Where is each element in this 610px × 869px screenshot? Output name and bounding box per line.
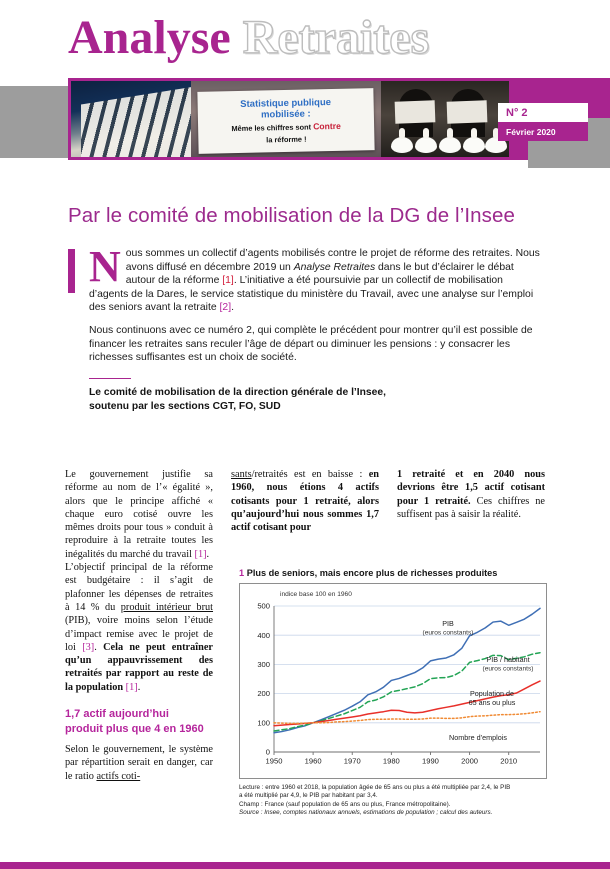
col2-paragraph <box>231 468 379 534</box>
line-chart <box>240 584 546 778</box>
svg-text:0: 0 <box>265 747 270 757</box>
svg-text:Nombre d’emplois: Nombre d’emplois <box>449 733 507 742</box>
banner-gray-left <box>0 86 70 158</box>
dancer <box>439 137 461 153</box>
intro-accent-bar <box>68 249 75 293</box>
svg-text:(euros constants): (euros constants) <box>422 629 474 637</box>
svg-text:PIB: PIB <box>442 619 454 628</box>
column-2 <box>231 468 379 534</box>
banner-text-line3a: Même les chiffres sont <box>231 122 314 134</box>
intro-p1-d: . <box>231 302 234 314</box>
subheading-line-2: produit plus que 4 en 1960 <box>65 722 204 735</box>
col3-plain: Ces chiffres ne suffisent pas à saisir la réalité. <box>397 495 545 520</box>
note-lecture-line2: a été multiplié par 4,9, le PIB par habitant par 3,4. <box>239 792 378 800</box>
figure-title <box>239 567 547 579</box>
publication-title <box>68 10 429 66</box>
col1-p2-a: L’objectif principal de la réforme est budgétaire : il s’agit de plafonner les dépenses de retraites à 14 % du <box>65 562 213 613</box>
svg-text:PIB / habitant: PIB / habitant <box>486 655 530 664</box>
intro-p1-c: . L’initiative a été poursuivie par un collectif de mobilisation d’agents de la Dares, le service statistique du ministère du Travail, avec une analyse sur l’emploi des seniors avant la retraite <box>89 275 534 314</box>
issue-box <box>498 103 588 141</box>
col1-p2-d: . <box>137 681 141 693</box>
svg-text:1970: 1970 <box>343 756 361 766</box>
svg-text:65 ans ou plus: 65 ans ou plus <box>468 698 516 707</box>
svg-text:2010: 2010 <box>500 756 518 766</box>
column-3 <box>397 468 545 521</box>
banner-text-line3 <box>231 122 341 133</box>
svg-text:1980: 1980 <box>382 756 400 766</box>
intro-p1-b: dans le but d’éclairer le débat autour de la réforme <box>125 261 514 287</box>
subheading-line-1: 1,7 actif aujourd’hui <box>65 708 169 721</box>
svg-text:1990: 1990 <box>422 756 439 766</box>
svg-text:1950: 1950 <box>265 756 283 766</box>
intro-p1-a: ous sommes un collectif d’agents mobilisés contre le projet de réforme des retraites. Nous avons diffusé en décembre 2019 un <box>125 248 540 273</box>
col2-underline: sants <box>231 469 252 480</box>
svg-text:500: 500 <box>257 601 270 611</box>
col3-paragraph <box>397 468 545 521</box>
banner-text-line3b: Contre <box>313 120 341 132</box>
note-source: Source : Insee, comptes nationaux annuels, estimations de population ; calcul des auteurs. <box>239 809 493 817</box>
dancer <box>463 137 485 153</box>
col1-p2-bold: Cela ne peut entraîner qu’un appauvrissement des retraités par rapport au reste de la population <box>65 641 213 693</box>
svg-text:300: 300 <box>257 660 270 669</box>
signature-line-1: Le comité de mobilisation de la direction générale de l’Insee, <box>89 387 386 399</box>
signature-line-2: soutenu par les sections CGT, FO, SUD <box>89 401 281 413</box>
citation-2[interactable]: [2] <box>219 302 232 314</box>
svg-text:400: 400 <box>257 630 270 640</box>
note-lecture-line1: Lecture : entre 1960 et 2018, la population âgée de 65 ans ou plus a été multipliée par 2,4, le PIB <box>239 784 511 791</box>
banner-text-line4: la réforme ! <box>266 134 307 145</box>
title-word-retraites: Retraites <box>242 11 430 64</box>
col1-paragraph-3 <box>65 743 213 783</box>
citation-1[interactable]: [1] <box>222 275 234 287</box>
note-champ: Champ : France (sauf population de 65 ans ou plus, France métropolitaine). <box>239 800 451 808</box>
photo-opera-dancers <box>381 81 509 157</box>
issue-date: Février 2020 <box>498 122 588 141</box>
svg-text:100: 100 <box>257 718 270 728</box>
photo-insee-building <box>71 81 191 157</box>
col1-p3-a: Selon le gouvernement, le système par répartition serait en danger, car le ratio <box>65 744 213 782</box>
citation-3-ref[interactable]: [3] <box>82 641 95 653</box>
svg-text:(euros constants): (euros constants) <box>482 665 534 673</box>
svg-text:2000: 2000 <box>461 756 479 766</box>
dancer <box>415 137 437 153</box>
col1-p2-b: (PIB), voire moins selon l’étude d’impact remise avec le projet de loi <box>65 615 213 653</box>
opera-banner-left <box>395 100 436 123</box>
col1-p1-a: Le gouvernement justifie sa réforme au nom de l’« égalité », alors que le principe affiché « chaque euro cotisé ouvre les mêmes droits pour tous » conduit à reproduire à la retraite toutes les inégalités du marché du travail <box>65 469 213 560</box>
col1-p2-c: . <box>94 641 104 653</box>
intro-paragraph-2: Nous continuons avec ce numéro 2, qui complète le précédent pour montrer qu’il est possible de financer les retraites sans reculer l’âge de départ ou diminuer les pensions : y consacrer les richesses suffisantes est un choix de société. <box>89 324 533 364</box>
issue-number: N° 2 <box>498 103 588 122</box>
footer-rule <box>0 862 610 869</box>
opera-banner-right <box>447 100 488 123</box>
figure-notes <box>239 784 547 818</box>
col1-p3-underline: actifs coti- <box>96 770 141 782</box>
drop-cap: N <box>89 242 121 291</box>
col2-a: /retraités est en baisse : <box>251 469 369 480</box>
dancer <box>391 137 413 153</box>
citation-1-ref[interactable]: [1] <box>194 548 207 560</box>
signature-block <box>89 386 544 414</box>
masthead <box>0 0 610 70</box>
svg-text:200: 200 <box>257 689 270 699</box>
banner-text-line2: mobilisée : <box>260 108 311 121</box>
figure-title-text: Plus de seniors, mais encore plus de richesses produites <box>246 568 498 578</box>
photo-protest-banner <box>191 81 381 157</box>
figure-1 <box>239 567 547 818</box>
chart-container <box>239 583 547 779</box>
citation-1-ref-b[interactable]: [1] <box>123 681 138 693</box>
intro-paragraph-1 <box>89 242 544 315</box>
col1-p2-underline: produit intérieur brut <box>120 601 214 613</box>
col1-paragraph-2 <box>65 561 213 694</box>
svg-text:Population de: Population de <box>470 689 514 698</box>
section-subheading <box>65 707 213 736</box>
banner-text-line1: Statistique publique <box>240 97 332 110</box>
figure-number: 1 <box>239 568 245 578</box>
intro-p1-italic: Analyse Retraites <box>293 261 376 273</box>
svg-text:indice base 100 en 1960: indice base 100 en 1960 <box>280 591 352 598</box>
photo-strip <box>68 78 512 160</box>
intro-section <box>68 203 544 414</box>
page-title: Par le comité de mobilisation de la DG de l’Insee <box>68 204 516 227</box>
col1-p1-b: . <box>206 548 210 560</box>
col3-bold: 1 retraité et en 2040 nous devrions être 1,5 actif cotisant pour 1 retraité. <box>397 469 545 507</box>
col2-bold: en 1960, nous étions 4 actifs cotisants pour 1 retraité, alors qu’aujourd’hui nous sommes 1,7 actif cotisant pour <box>231 469 379 534</box>
protest-banner-cloth <box>197 88 374 154</box>
intro-body <box>68 242 544 414</box>
svg-text:1960: 1960 <box>304 756 322 766</box>
title-word-analyse: Analyse <box>68 11 231 64</box>
signature-divider <box>89 378 131 380</box>
column-1 <box>65 468 213 783</box>
col1-paragraph-1 <box>65 468 213 561</box>
